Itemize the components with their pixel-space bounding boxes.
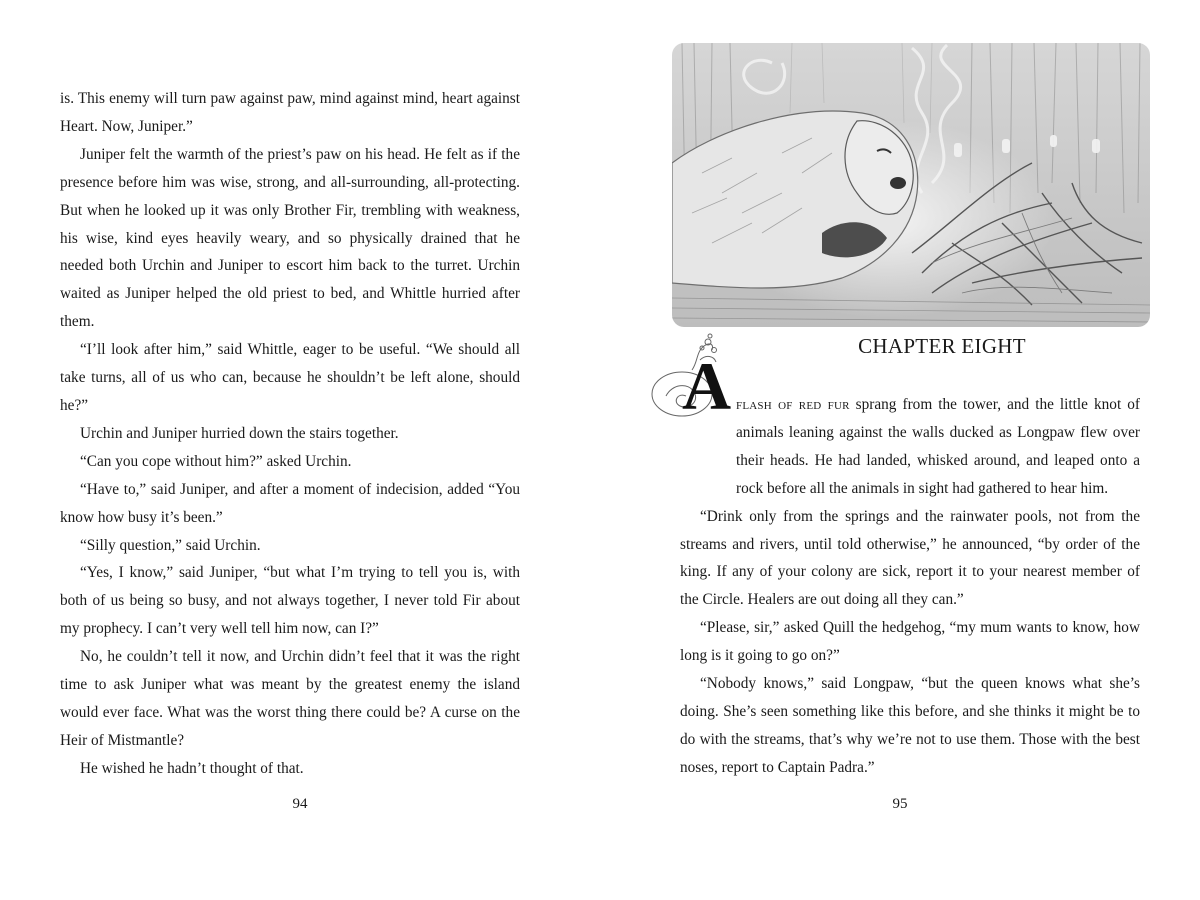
paragraph: Urchin and Juniper hurried down the stairs together. [80,424,399,442]
chapter-title: CHAPTER EIGHT [858,334,1026,358]
paragraph: “Yes, I know,” said Juniper, “but what I’m trying to tell you is, with both of us being so busy, and not always together, I never told Fir about my prophecy. I can’t very well tell him now, can I?” [60,564,520,638]
paragraph: “Drink only from the springs and the rainwater pools, not from the streams and rivers, until told otherwise,” he announced, “by order of the king. If any of your colony are sick, report it to your nearest member of the Circle. Healers are out doing all they can.” [680,507,1140,609]
page-number: 94 [292,796,308,812]
lead-in-smallcaps: flash of red fur [736,396,850,413]
paragraph: “Nobody knows,” said Longpaw, “but the queen knows what she’s doing. She’s seen something like this before, and she thinks it might be to do with the streams, that’s why we’re not to use them. Those with the best noses, report to Captain Padra.” [680,675,1140,776]
right-page-text [680,391,1140,782]
drop-cap: A [682,348,732,424]
paragraph: “Can you cope without him?” asked Urchin. [80,452,352,470]
paragraph: “I’ll look after him,” said Whittle, eager to be useful. “We should all take turns, all of us who can, because he shouldn’t be left alone, should he?” [60,341,520,414]
paragraph: is. This enemy will turn paw against paw, mind against mind, heart against Heart. Now, Juniper.” [60,90,520,135]
paragraph: Juniper felt the warmth of the priest’s paw on his head. He felt as if the presence before him was wise, strong, and all-surrounding, all-protecting. But when he looked up it was only Brother Fir, trembling with weakness, his wise, kind eyes heavily weary, and so physically drained that he needed both Urchin and Juniper to escort him back to the turret. Urchin waited as Juniper helped the old priest to bed, and Whittle hurried after them. [60,145,520,331]
first-paragraph-text: sprang from the tower, and the little knot of animals leaning against the walls ducked as Longpaw flew over their heads. He had landed, whisked around, and leaped onto a rock before all the animals in sight had gathered to hear him. [736,396,1140,497]
page-number: 95 [892,796,908,812]
left-page-text [60,85,520,783]
paragraph: “Please, sir,” asked Quill the hedgehog, “my mum wants to know, how long is it going to go on?” [680,619,1140,665]
first-paragraph [680,391,1140,503]
paragraph: “Silly question,” said Urchin. [80,536,261,554]
right-page [600,0,1200,900]
paragraph: “Have to,” said Juniper, and after a moment of indecision, added “You know how busy it’s been.” [60,480,520,526]
paragraph: No, he couldn’t tell it now, and Urchin didn’t feel that it was the right time to ask Juniper what was meant by the greatest enemy the island would ever face. What was the worst thing there could be? A curse on the Heir of Mistmantle? [60,648,520,749]
chapter-illustration [672,43,1150,327]
paragraph: He wished he hadn’t thought of that. [80,759,304,777]
